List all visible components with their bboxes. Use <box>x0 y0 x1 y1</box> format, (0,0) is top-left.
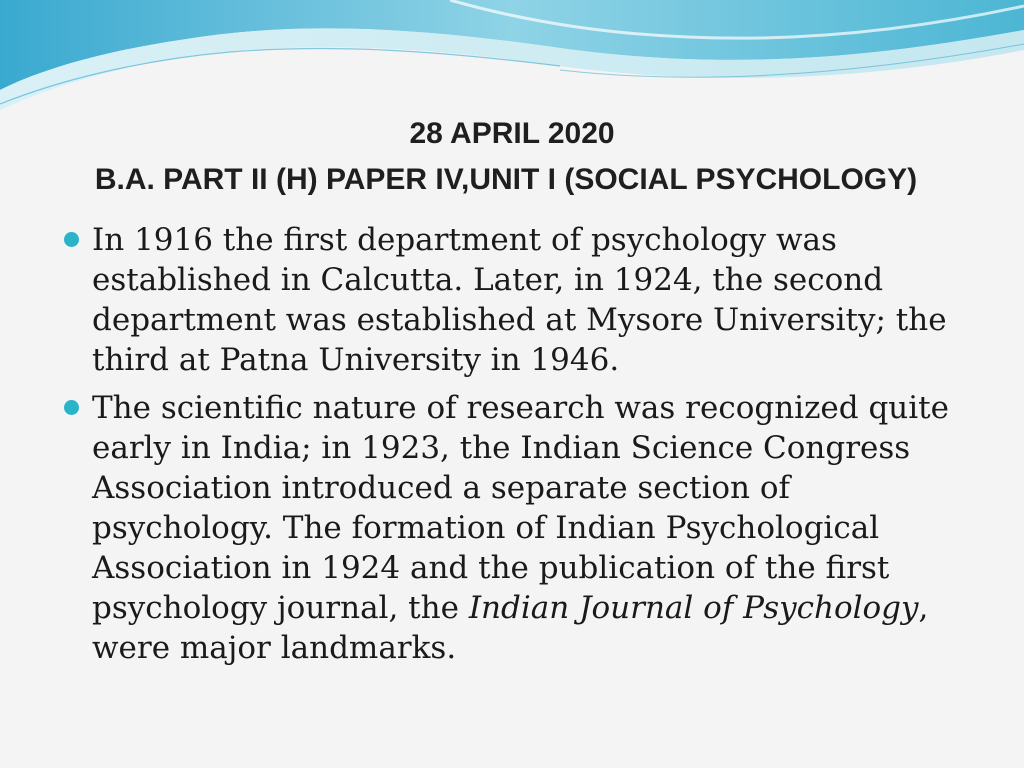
list-item <box>64 220 964 380</box>
bullet-list <box>64 220 964 676</box>
bullet-text: The scientific nature of research was recognized quite early in India; in 1923, the Indian Science Congress Association introduced a separate section of psychology. The formation of Indian Psychological Association in 1924 and the publication of the first psychology journal, the <box>92 390 949 626</box>
slide-title <box>0 112 1024 204</box>
header-wave-decoration <box>0 0 1024 120</box>
bullet-text-end: , were major landmarks. <box>92 590 929 666</box>
journal-title: Indian Journal of Psychology <box>468 590 919 626</box>
list-item <box>64 388 964 668</box>
bullet-text: In 1916 the first department of psychology was established in Calcutta. Later, in 1924, the second department was established at Mysore University; the third at Patna University in 1946. <box>92 222 947 378</box>
bullet-icon <box>64 400 79 415</box>
title-course: B.A. PART II (H) PAPER IV,UNIT I (SOCIAL PSYCHOLOGY) <box>94 163 918 196</box>
title-date: 28 APRIL 2020 <box>409 117 615 150</box>
bullet-icon <box>64 232 79 247</box>
